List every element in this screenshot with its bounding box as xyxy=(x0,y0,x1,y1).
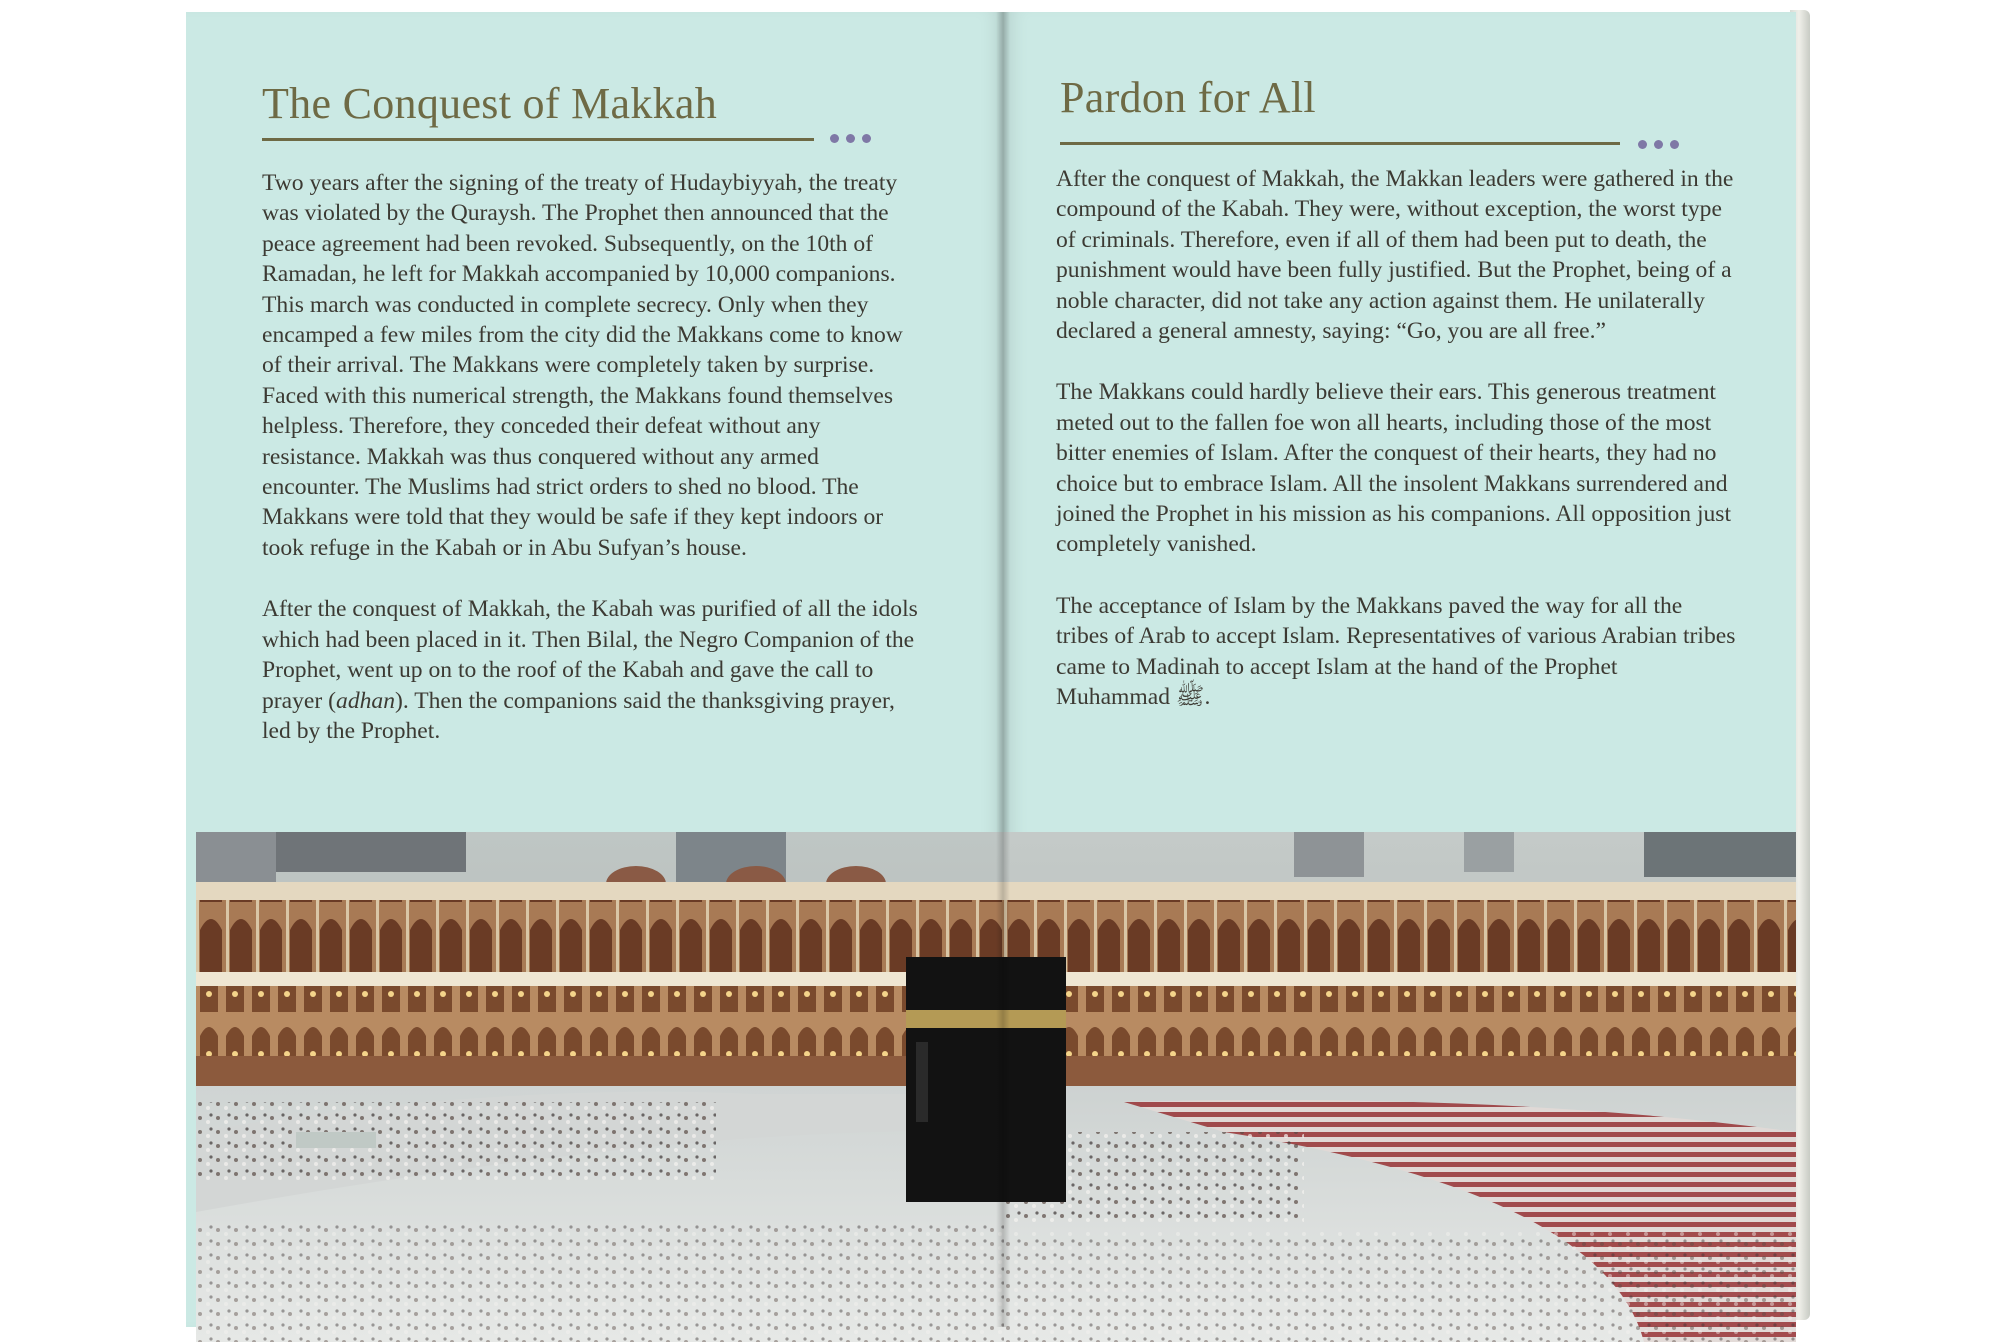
left-paragraph-1: Two years after the signing of the treaty of Hudaybiyyah, the treaty was violated by the Quraysh. The Prophet then announced that the peace agreement had been revoked. Subsequently, on the 10th of Ramadan, he left for Makkah accompanied by 10,000 companions. This march was conducted in complete secrecy. Only when they encamped a few miles from the city did the Makkans come to know of their arrival. The Makkans were completely taken by surprise. Faced with this numerical strength, the Makkans found themselves helpless. Therefore, they conceded their defeat without any resistance. Makkah was thus conquered without any armed encounter. The Muslims had strict orders to shed no blood. The Makkans were told that they would be safe if they kept indoors or took refuge in the Kabah or in Abu Sufyan’s house. xyxy=(262,170,903,561)
left-page-heading: The Conquest of Makkah xyxy=(262,79,718,128)
kabah-photo-right xyxy=(1004,832,1796,1342)
left-heading-rule xyxy=(262,138,814,141)
adhan-term: adhan xyxy=(336,687,395,714)
right-page-body xyxy=(1056,164,1736,713)
book-gutter xyxy=(996,12,1010,1327)
left-ornament-dots xyxy=(830,134,871,143)
right-page-heading: Pardon for All xyxy=(1060,73,1316,122)
right-paragraph-3: The acceptance of Islam by the Makkans paved the way for all the tribes of Arab to accept Islam. Representatives of various Arabian tribes came to Madinah to accept Islam at the hand of the Prophet Muhammad ﷺ. xyxy=(1056,592,1736,711)
kabah-photo-left xyxy=(196,832,1004,1342)
right-ornament-dots xyxy=(1638,140,1679,149)
right-paragraph-2: The Makkans could hardly believe their ears. This generous treatment meted out to the fallen foe won all hearts, including those of the most bitter enemies of Islam. After the conquest of their hearts, they had no choice but to embrace Islam. All the insolent Makkans surrendered and joined the Prophet in his mission as his companions. All opposition just completely vanished. xyxy=(1056,379,1732,558)
right-paragraph-1: After the conquest of Makkah, the Makkan leaders were gathered in the compound of the Kabah. They were, without exception, the worst type of criminals. Therefore, even if all of them had been put to death, the punishment would have been fully justified. But the Prophet, being of a noble character, did not take any action against them. He unilaterally declared a general amnesty, saying: “Go, you are all free.” xyxy=(1056,166,1734,345)
left-paragraph-2: After the conquest of Makkah, the Kabah was purified of all the idols which had been placed in it. Then Bilal, the Negro Companion of the Prophet, went up on to the roof of the Kabah and gave the call to prayer (adhan). Then the companions said the thanksgiving prayer, led by the Prophet. xyxy=(262,596,918,744)
left-page-body xyxy=(262,168,922,746)
right-heading-rule xyxy=(1060,142,1620,145)
